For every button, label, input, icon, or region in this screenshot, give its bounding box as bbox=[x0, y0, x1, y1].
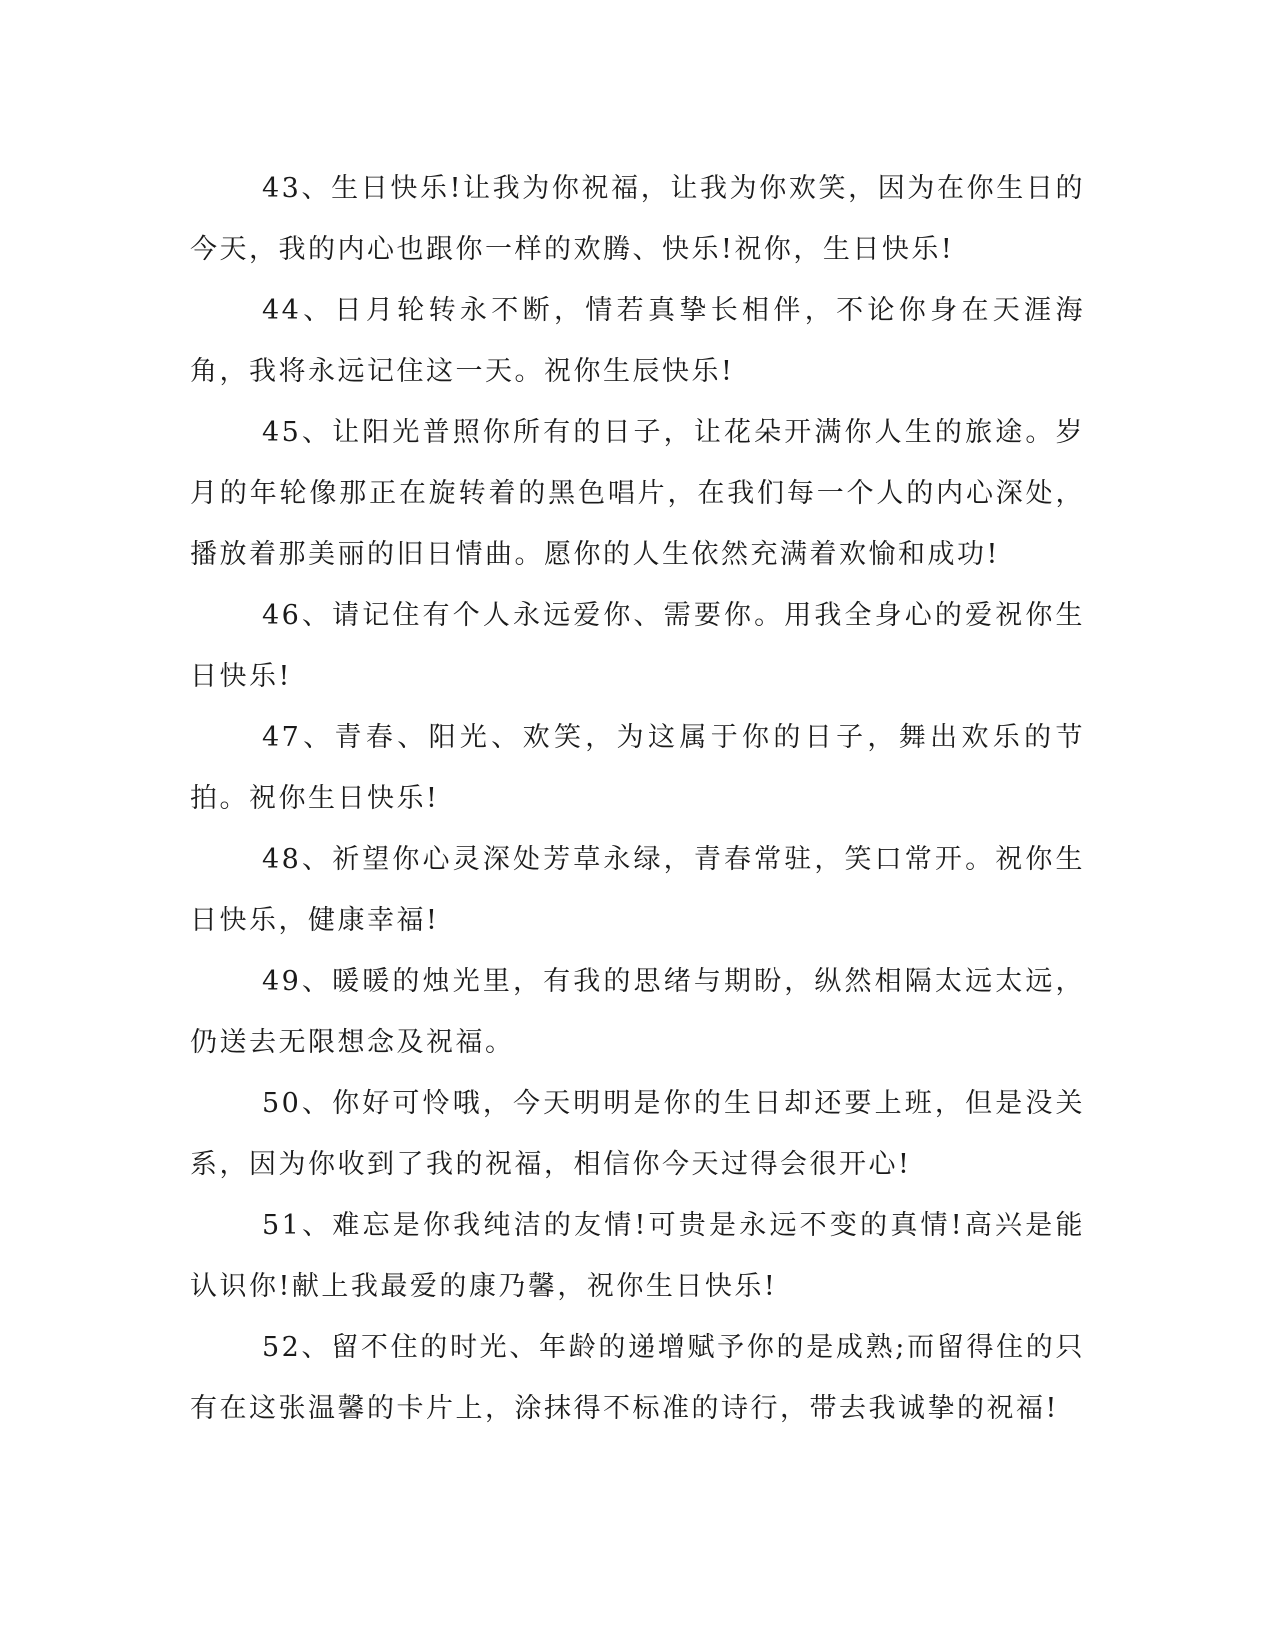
paragraph-49: 49、暖暖的烛光里，有我的思绪与期盼，纵然相隔太远太远，仍送去无限想念及祝福。 bbox=[190, 966, 1085, 1058]
paragraph-47: 47、青春、阳光、欢笑，为这属于你的日子，舞出欢乐的节拍。祝你生日快乐! bbox=[190, 722, 1085, 814]
paragraph-52: 52、留不住的时光、年龄的递增赋予你的是成熟;而留得住的只有在这张温馨的卡片上，涂抹得不标准的诗行，带去我诚挚的祝福! bbox=[190, 1332, 1085, 1424]
paragraph-50: 50、你好可怜哦，今天明明是你的生日却还要上班，但是没关系，因为你收到了我的祝福，相信你今天过得会很开心! bbox=[190, 1088, 1085, 1180]
paragraph-43: 43、生日快乐!让我为你祝福，让我为你欢笑，因为在你生日的今天，我的内心也跟你一样的欢腾、快乐!祝你，生日快乐! bbox=[190, 173, 1085, 265]
paragraph-44: 44、日月轮转永不断，情若真挚长相伴，不论你身在天涯海角，我将永远记住这一天。祝你生辰快乐! bbox=[190, 295, 1085, 387]
paragraph-48: 48、祈望你心灵深处芳草永绿，青春常驻，笑口常开。祝你生日快乐，健康幸福! bbox=[190, 844, 1085, 936]
document-body bbox=[190, 158, 1085, 1439]
paragraph-46: 46、请记住有个人永远爱你、需要你。用我全身心的爱祝你生日快乐! bbox=[190, 600, 1085, 692]
paragraph-51: 51、难忘是你我纯洁的友情!可贵是永远不变的真情!高兴是能认识你!献上我最爱的康乃馨，祝你生日快乐! bbox=[190, 1210, 1085, 1302]
paragraph-45: 45、让阳光普照你所有的日子，让花朵开满你人生的旅途。岁月的年轮像那正在旋转着的黑色唱片，在我们每一个人的内心深处，播放着那美丽的旧日情曲。愿你的人生依然充满着欢愉和成功! bbox=[190, 417, 1085, 570]
